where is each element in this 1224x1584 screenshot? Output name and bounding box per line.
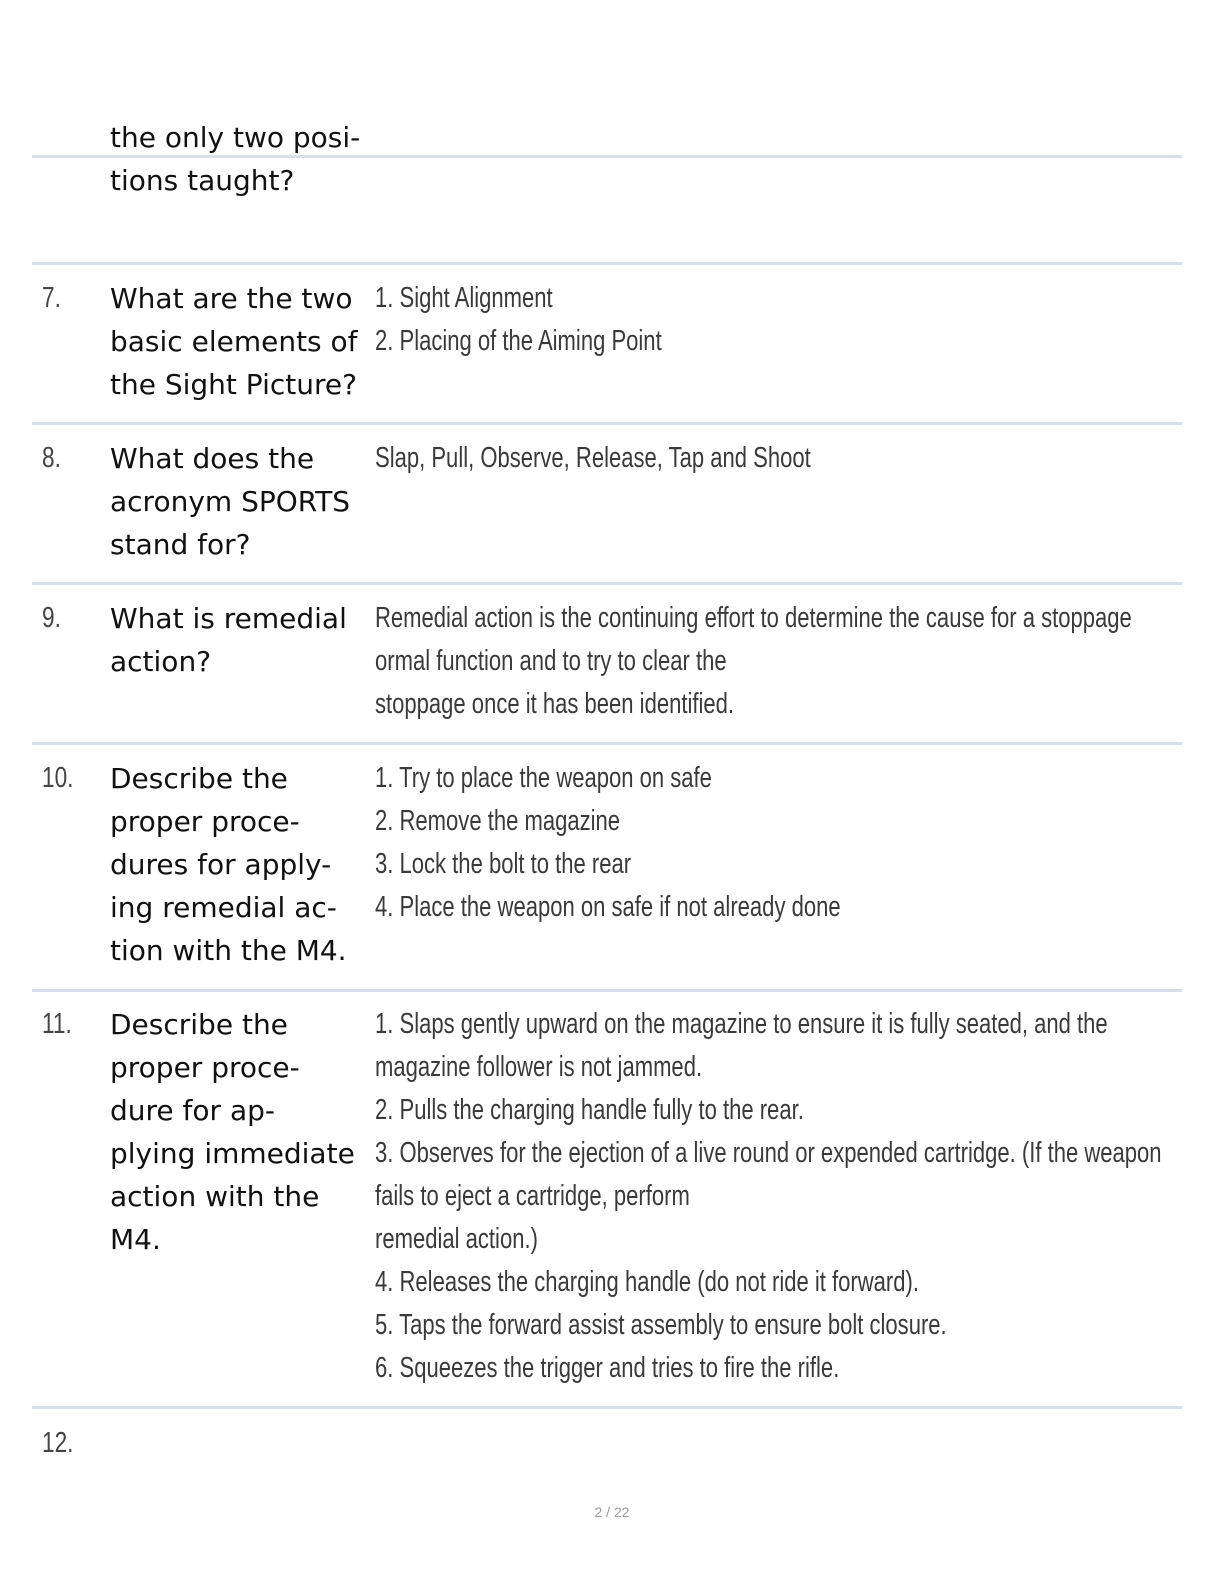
answer-text: Slap, Pull, Observe, Release, Tap and Shoot — [375, 442, 811, 474]
row-divider — [32, 989, 1182, 992]
question-number: 8. — [42, 442, 61, 474]
question-text: What does the acronym SPORTS stand for? — [110, 442, 351, 561]
question-number: 7. — [42, 282, 61, 314]
row-divider — [32, 582, 1182, 585]
answer-text: 1. Sight Alignment 2. Placing of the Aiming Point — [375, 282, 662, 357]
question-text: Describe the proper proce- dure for ap- plying immediate action with the M4. — [110, 1008, 355, 1256]
question-text: What are the two basic elements of the Sight Picture? — [110, 282, 358, 401]
question-number: 11. — [42, 1008, 72, 1040]
row-divider — [32, 155, 1182, 158]
row-divider — [32, 742, 1182, 745]
answer-text: 1. Try to place the weapon on safe 2. Remove the magazine 3. Lock the bolt to the rear 4. Place the weapon on safe if not already done — [375, 762, 841, 923]
answer-text: Remedial action is the continuing effort to determine the cause for a stoppage ormal function and to try to clear the stoppage once it has been identified. — [375, 602, 1132, 720]
row-divider — [32, 1406, 1182, 1409]
row-divider — [32, 422, 1182, 425]
question-number: 12. — [42, 1427, 74, 1459]
question-number: 10. — [42, 762, 74, 794]
question-text: What is remedial action? — [110, 602, 347, 678]
question-text: Describe the proper proce- dures for apply- ing remedial ac- tion with the M4. — [110, 762, 347, 967]
page-indicator: 2 / 22 — [594, 1504, 630, 1520]
row-divider — [32, 262, 1182, 265]
continued-question-text: the only two posi- tions taught? — [110, 121, 361, 197]
question-number: 9. — [42, 602, 61, 634]
answer-text: 1. Slaps gently upward on the magazine to ensure it is fully seated, and the magazine follower is not jammed. 2. Pulls the charging handle fully to the rear. 3. Observes for the ejection of a live round or expended cartridge. (If the weapon fails to eject a cartridge, perform remedial action.) 4. Releases the charging handle (do not ride it forward). 5. Taps the forward assist assembly to ensure bolt closure. 6. Squeezes the trigger and tries to fire the rifle. — [375, 1008, 1162, 1384]
